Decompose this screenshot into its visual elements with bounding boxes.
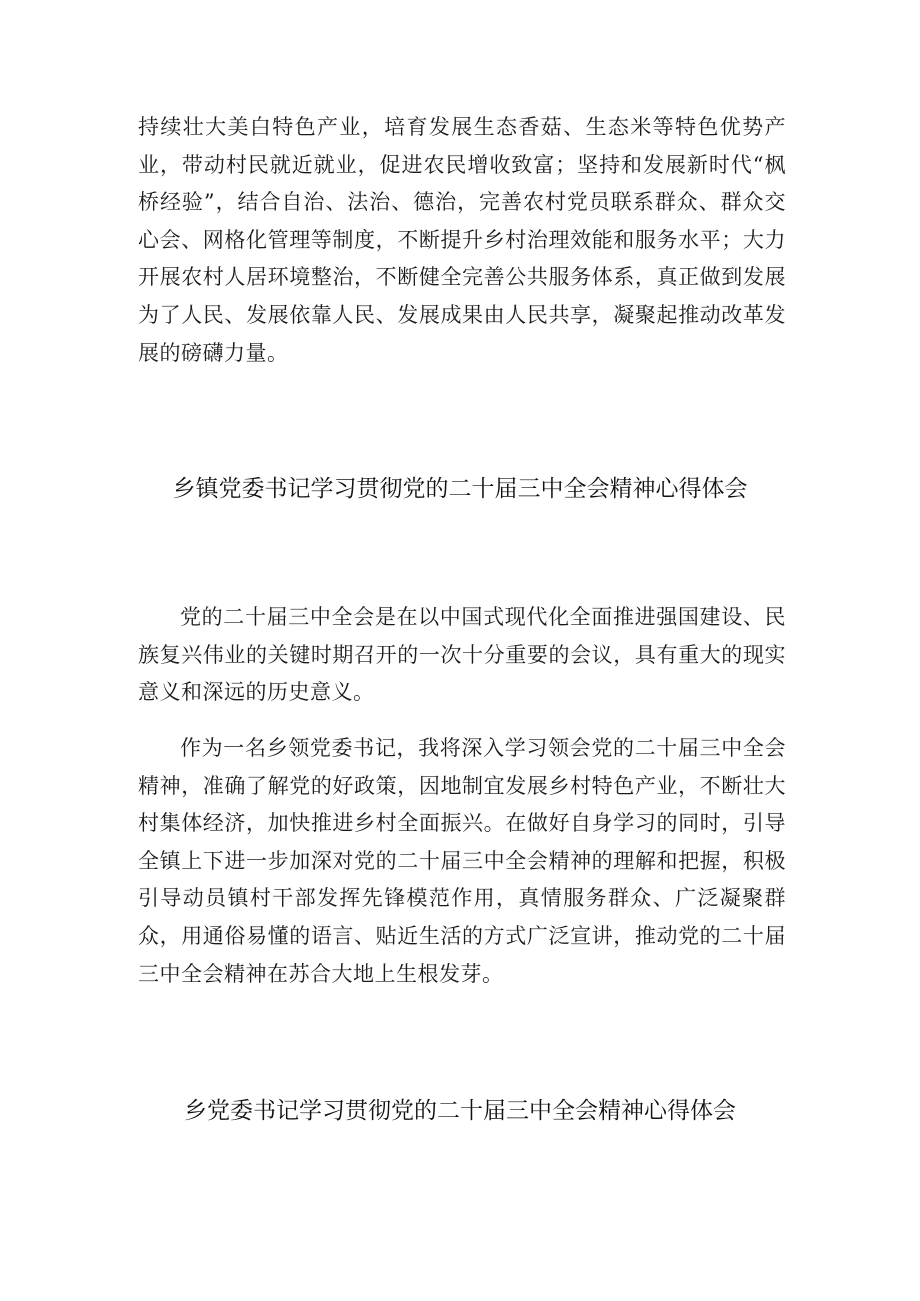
- section-heading-township: 乡镇党委书记学习贯彻党的二十届三中全会精神心得体会: [172, 476, 748, 502]
- body-paragraph-continued: 持续壮大美白特色产业，培育发展生态香菇、生态米等特色优势产业，带动村民就近就业，促进农民增收致富；坚持和发展新时代“枫桥经验”，结合自治、法治、德治，完善农村党员联系群众、群众交心会、网格化管理等制度，不断提升乡村治理效能和服务水平；大力开展农村人居环境整治，不断健全完善公共服务体系，真正做到发展为了人民、发展依靠人民、发展成果由人民共享，凝聚起推动改革发展的磅礴力量。: [138, 115, 786, 365]
- body-paragraph-intro: 党的二十届三中全会是在以中国式现代化全面推进强国建设、民族复兴伟业的关键时期召开的一次十分重要的会议，具有重大的现实意义和深远的历史意义。: [138, 605, 786, 705]
- section-heading-village: 乡党委书记学习贯彻党的二十届三中全会精神心得体会: [184, 1098, 736, 1124]
- body-paragraph-commitment: 作为一名乡领党委书记，我将深入学习领会党的二十届三中全会精神，准确了解党的好政策，因地制宜发展乡村特色产业，不断壮大村集体经济，加快推进乡村全面振兴。在做好自身学习的同时，引导全镇上下进一步加深对党的二十届三中全会精神的理解和把握，积极引导动员镇村干部发挥先锋模范作用，真情服务群众、广泛凝聚群众，用通俗易懂的语言、贴近生活的方式广泛宣讲，推动党的二十届三中全会精神在苏合大地上生根发芽。: [138, 736, 786, 986]
